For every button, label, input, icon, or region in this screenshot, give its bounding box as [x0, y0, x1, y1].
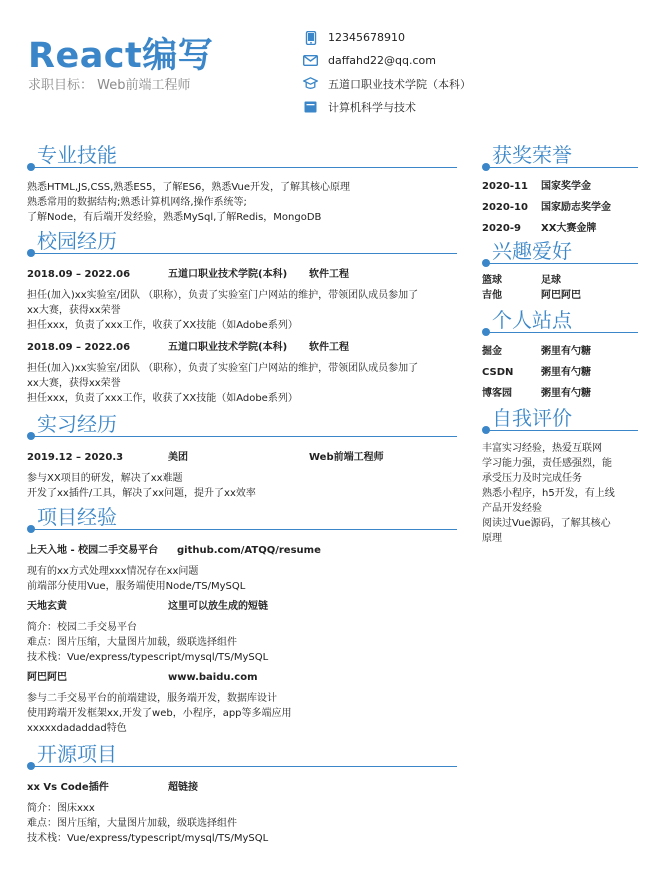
project-line: 简介：校园二手交易平台 — [27, 622, 137, 633]
self-line: 学习能力强，责任感强烈，能 — [482, 458, 612, 469]
hobby-row — [482, 274, 638, 288]
job-objective: 求职目标： Web前端工程师 — [28, 78, 191, 93]
title-dot — [482, 163, 490, 171]
skills-title: 专业技能 — [37, 143, 117, 167]
skill-line: 了解Node，有后端开发经验，熟悉MySql,了解Redis，MongoDB — [27, 212, 322, 223]
hobby-item: 阿巴阿巴 — [541, 290, 581, 301]
entry-date: 2018.09 – 2022.06 — [27, 269, 131, 280]
hobbies-section — [482, 239, 638, 303]
entry-line: 担任(加入)xx实验室/团队 （职称），负责了实验室门户网站的维护，带领团队成员参加了 — [27, 290, 419, 301]
entry-org: 五道口职业技术学院(本科) — [168, 342, 288, 353]
phone-icon — [303, 30, 318, 45]
opensource-title: 开源项目 — [37, 742, 117, 766]
opensource-link[interactable]: 超链接 — [168, 782, 198, 793]
entry-date: 2018.09 – 2022.06 — [27, 342, 131, 353]
title-dot — [27, 249, 35, 257]
award-date: 2020-9 — [482, 223, 521, 234]
section-title — [27, 229, 457, 258]
title-dot — [482, 426, 490, 434]
section-title — [482, 239, 638, 268]
site-row — [482, 366, 638, 380]
section-title — [482, 406, 638, 435]
project-line: 前端部分使用Vue，服务端使用Node/TS/MySQL — [27, 581, 246, 592]
school-icon — [303, 76, 318, 91]
skill-line: 熟悉常用的数据结构;熟悉计算机网络,操作系统等; — [27, 197, 247, 208]
hobby-row — [482, 289, 638, 303]
self-line: 熟悉小程序，h5开发，有上线 — [482, 488, 615, 499]
intern-title: 实习经历 — [37, 412, 117, 436]
skill-line: 熟悉HTML,JS,CSS,熟悉ES5，了解ES6，熟悉Vue开发，了解其核心原理 — [27, 182, 351, 193]
right-column — [482, 143, 638, 546]
contact-major-text: 计算机科学与技术 — [328, 100, 416, 114]
award-date: 2020-11 — [482, 181, 528, 192]
hobby-item: 吉他 — [482, 290, 502, 301]
project-line: 现有的xx方式处理xxx情况存在xx问题 — [27, 566, 199, 577]
entry-line: 开发了xx插件/工具，解决了xx问题，提升了xx效率 — [27, 488, 256, 499]
title-dot — [27, 432, 35, 440]
award-row — [482, 180, 638, 194]
intern-entry-header — [27, 451, 457, 465]
award-name: 国家励志奖学金 — [541, 202, 611, 213]
sites-section — [482, 308, 638, 401]
project-header — [27, 671, 457, 685]
mail-icon — [303, 53, 318, 68]
campus-title: 校园经历 — [37, 229, 117, 253]
project-link[interactable]: www.baidu.com — [168, 672, 258, 683]
site-platform: 掘金 — [482, 346, 502, 357]
entry-line: xx大赛，获得xx荣誉 — [27, 378, 121, 389]
entry-org: 五道口职业技术学院(本科) — [168, 269, 288, 280]
project-header — [27, 544, 457, 558]
project-line: 使用跨端开发框架xx,开发了web，小程序，app等多端应用 — [27, 708, 292, 719]
entry-line: xx大赛，获得xx荣誉 — [27, 305, 121, 316]
project-line: 技术栈：Vue/express/typescript/mysql/TS/MySQL — [27, 652, 269, 663]
site-platform: 博客园 — [482, 388, 512, 399]
campus-entry-header — [27, 268, 457, 282]
entry-line: 担任(加入)xx实验室/团队 （职称），负责了实验室门户网站的维护，带领团队成员参加了 — [27, 363, 419, 374]
intern-section — [27, 412, 457, 501]
self-line: 丰富实习经验，热爱互联网 — [482, 443, 602, 454]
awards-section — [482, 143, 638, 236]
projects-section — [27, 505, 457, 736]
section-title — [482, 143, 638, 172]
section-title — [482, 308, 638, 337]
award-name: 国家奖学金 — [541, 181, 591, 192]
project-line: 难点：图片压缩，大量图片加载，级联选择组件 — [27, 637, 237, 648]
project-name: 阿巴阿巴 — [27, 672, 67, 683]
entry-line: 参与XX项目的研发，解决了xx难题 — [27, 473, 183, 484]
contact-school-text: 五道口职业技术学院（本科） — [328, 77, 471, 91]
left-column — [27, 143, 457, 846]
section-title — [27, 143, 457, 172]
site-row — [482, 345, 638, 359]
self-line: 原理 — [482, 533, 502, 544]
hobby-item: 足球 — [541, 275, 561, 286]
entry-date: 2019.12 – 2020.3 — [27, 452, 124, 463]
opensource-header — [27, 781, 457, 795]
projects-title: 项目经验 — [37, 505, 117, 529]
self-line: 产品开发经验 — [482, 503, 542, 514]
contact-phone — [303, 26, 643, 49]
project-name: 上天入地 - 校园二手交易平台 — [27, 545, 159, 556]
resume-name: React编写 — [28, 36, 214, 76]
title-dot — [482, 259, 490, 267]
award-row — [482, 201, 638, 215]
project-link[interactable]: github.com/ATQQ/resume — [177, 545, 321, 556]
project-name: 天地玄黄 — [27, 601, 67, 612]
self-line: 阅读过Vue源码，了解其核心 — [482, 518, 611, 529]
entry-role: 软件工程 — [309, 269, 349, 280]
self-section — [482, 406, 638, 546]
hobbies-title: 兴趣爱好 — [492, 239, 572, 263]
project-header — [27, 600, 457, 614]
site-link[interactable]: 粥里有勺糖 — [541, 388, 591, 399]
site-link[interactable]: 粥里有勺糖 — [541, 367, 591, 378]
opensource-section — [27, 742, 457, 846]
site-platform: CSDN — [482, 367, 514, 378]
entry-role: 软件工程 — [309, 342, 349, 353]
opensource-name: xx Vs Code插件 — [27, 782, 109, 793]
entry-role: Web前端工程师 — [309, 452, 384, 463]
contact-block — [303, 26, 643, 118]
campus-entry-header — [27, 341, 457, 355]
title-dot — [27, 163, 35, 171]
campus-section — [27, 229, 457, 406]
contact-email — [303, 49, 643, 72]
entry-line: 担任xxx，负责了xxx工作，收获了XX技能（如Adobe系列） — [27, 320, 298, 331]
project-link[interactable]: 这里可以放生成的短链 — [168, 601, 268, 612]
section-title — [27, 742, 457, 771]
sites-title: 个人站点 — [492, 308, 572, 332]
project-line: xxxxxdadaddad特色 — [27, 723, 127, 734]
major-icon — [303, 99, 318, 114]
site-link[interactable]: 粥里有勺糖 — [541, 346, 591, 357]
award-name: XX大赛金牌 — [541, 223, 597, 234]
self-line: 承受压力及时完成任务 — [482, 473, 582, 484]
title-dot — [27, 525, 35, 533]
skills-section — [27, 143, 457, 225]
title-dot — [482, 328, 490, 336]
section-title — [27, 505, 457, 534]
site-row — [482, 387, 638, 401]
title-dot — [27, 762, 35, 770]
awards-title: 获奖荣誉 — [492, 143, 572, 167]
opensource-line: 技术栈：Vue/express/typescript/mysql/TS/MySQL — [27, 833, 269, 844]
opensource-line: 简介：图床xxx — [27, 803, 95, 814]
entry-line: 担任xxx，负责了xxx工作，收获了XX技能（如Adobe系列） — [27, 393, 298, 404]
contact-phone-text: 12345678910 — [328, 31, 405, 44]
contact-major — [303, 95, 643, 118]
hobby-item: 篮球 — [482, 275, 502, 286]
contact-school — [303, 72, 643, 95]
self-title: 自我评价 — [492, 406, 572, 430]
opensource-line: 难点：图片压缩，大量图片加载，级联选择组件 — [27, 818, 237, 829]
section-title — [27, 412, 457, 441]
project-line: 参与二手交易平台的前端建设，服务端开发，数据库设计 — [27, 693, 277, 704]
contact-email-text[interactable]: daffahd22@qq.com — [328, 54, 436, 67]
entry-org: 美团 — [168, 452, 188, 463]
award-date: 2020-10 — [482, 202, 528, 213]
award-row — [482, 222, 638, 236]
